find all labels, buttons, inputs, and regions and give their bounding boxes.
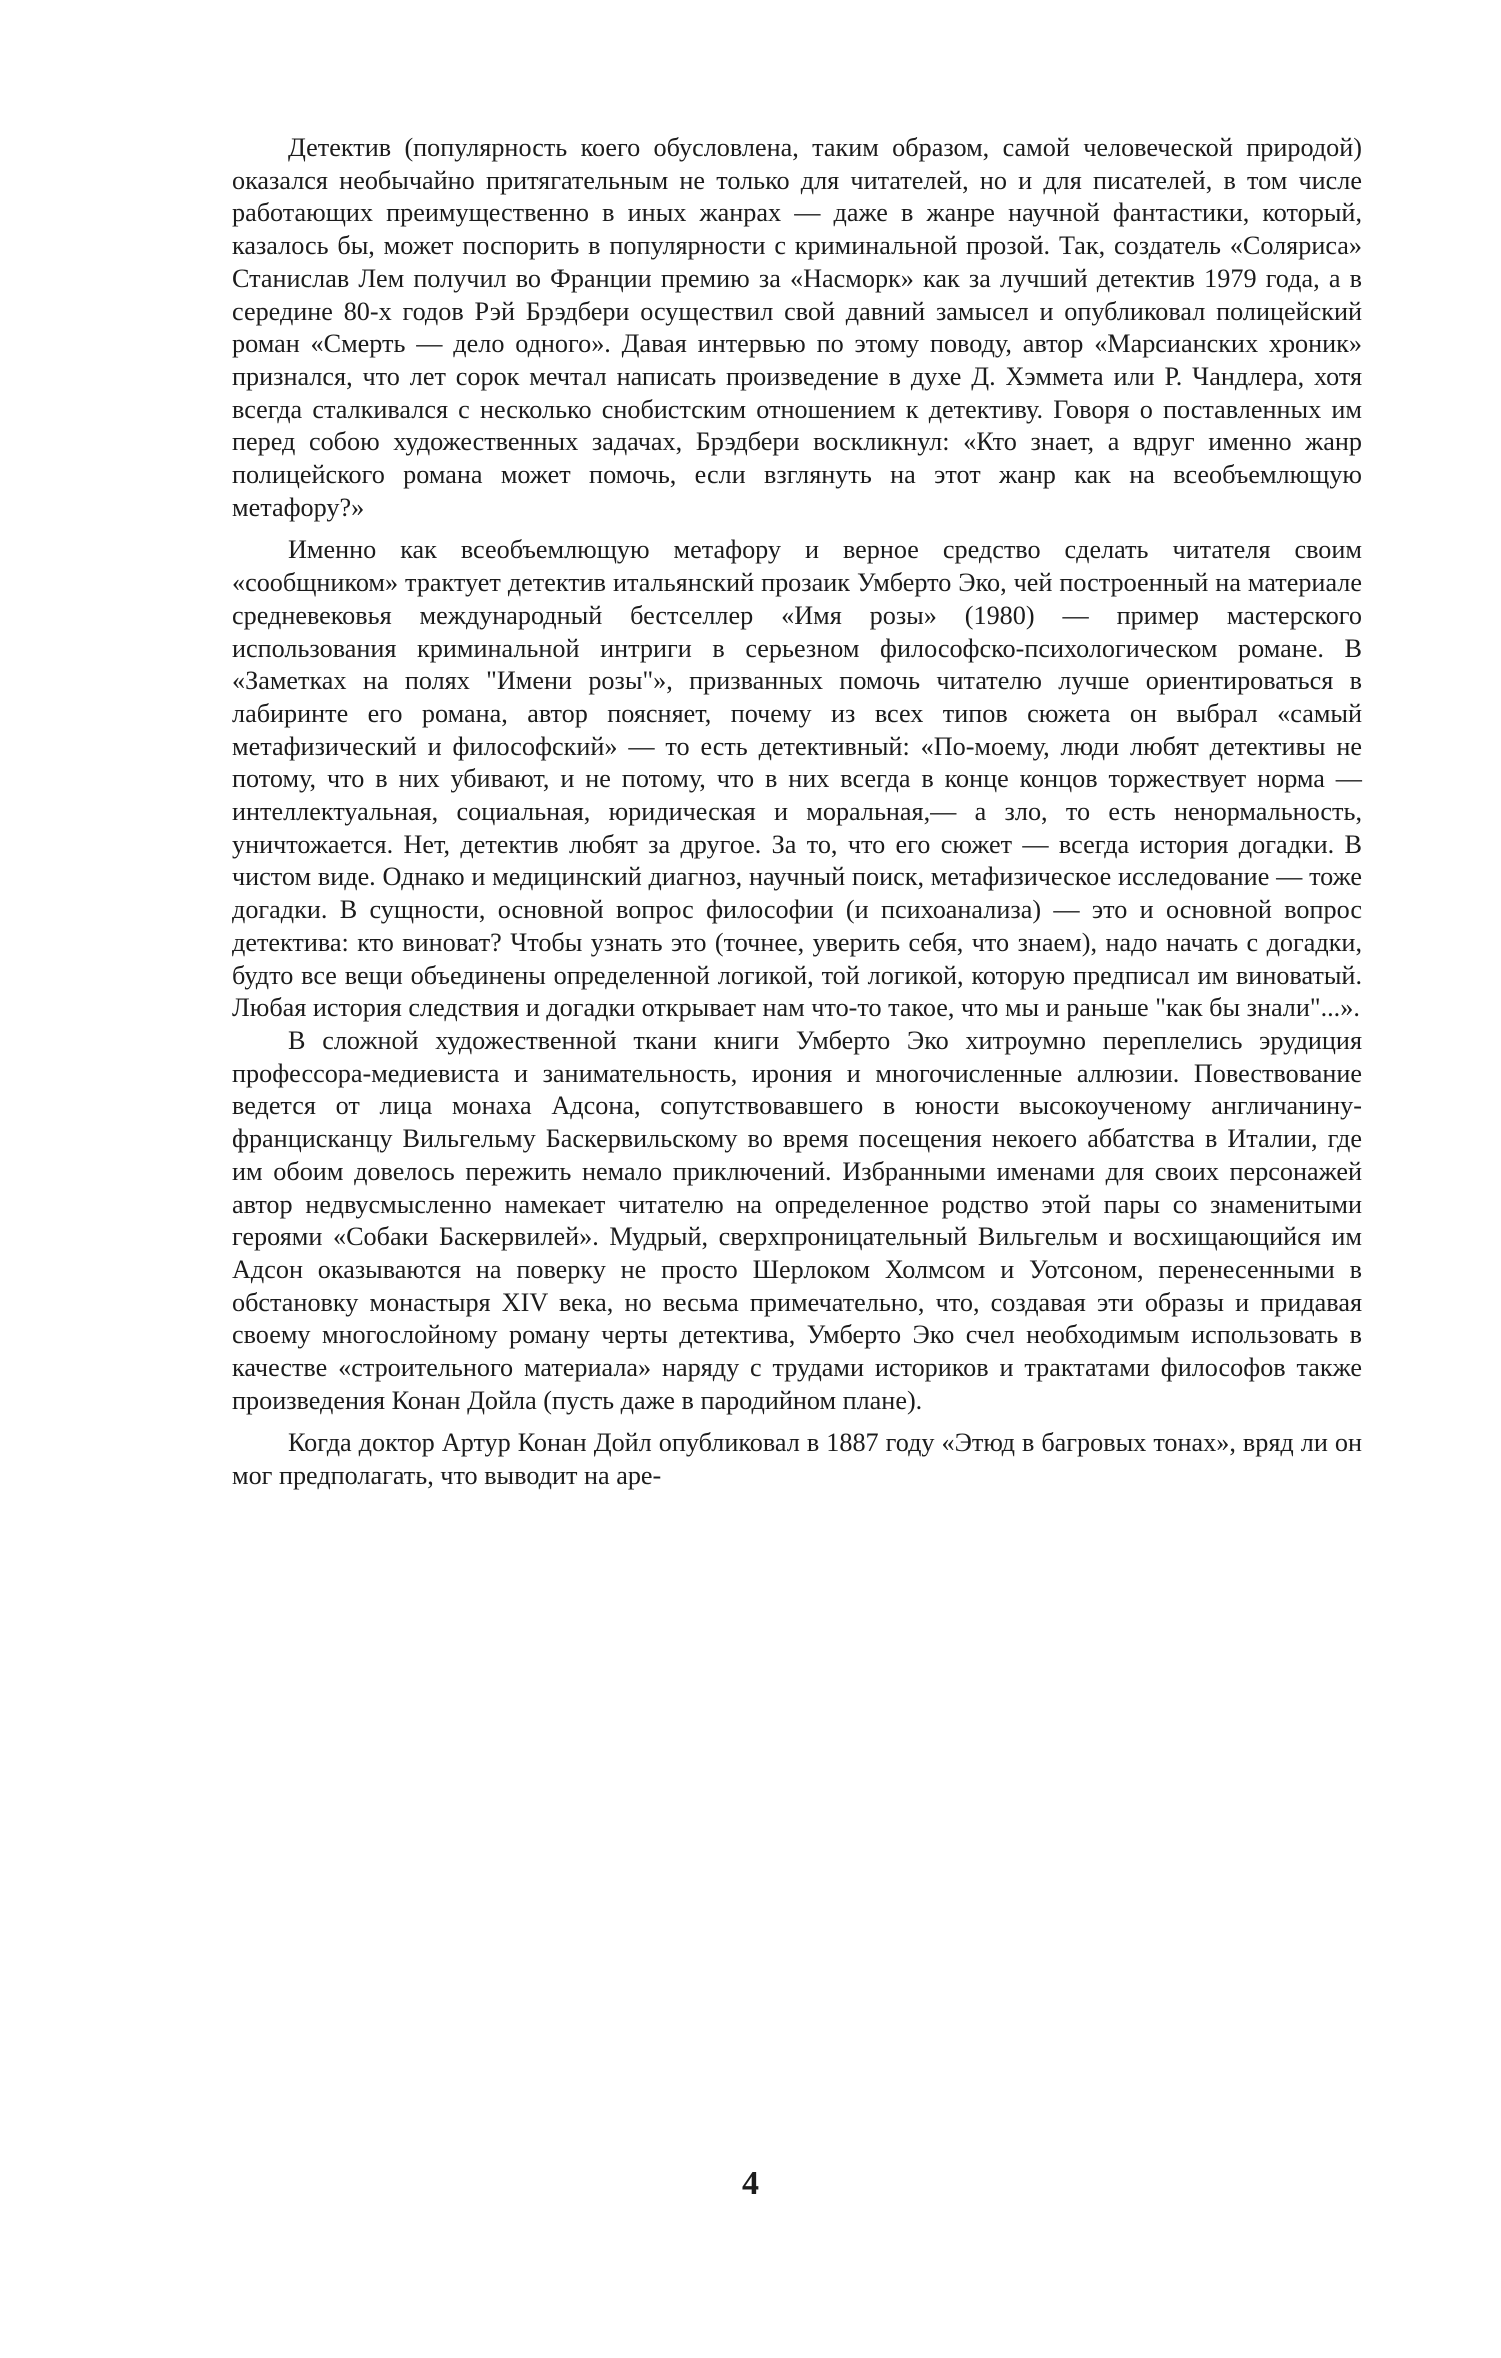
page-number: 4 (742, 2165, 759, 2202)
paragraph-3: В сложной художественной ткани книги Умберто Эко хитроумно переплелись эрудиция профессора-медиевиста и занимательность, ирония и многочисленные аллюзии. Повествование ведется от лица монаха Адсона, сопутствовавшего в юности высокоученому англичанину-францисканцу Вильгельму Баскервильскому во время посещения некоего аббатства в Италии, где им обоим довелось пережить немало приключений. Избранными именами для своих персонажей автор недвусмысленно намекает читателю на определенное родство этой пары со знаменитыми героями «Собаки Баскервилей». Мудрый, сверхпроницательный Вильгельм и восхищающийся им Адсон оказываются на поверку не просто Шерлоком Холмсом и Уотсоном, перенесенными в обстановку монастыря XIV века, но весьма примечательно, что, создавая эти образы и придавая своему многослойному роману черты детектива, Умберто Эко счел необходимым использовать в качестве «строительного материала» наряду с трудами историков и трактатами философов также произведения Конан Дойла (пусть даже в пародийном плане). (232, 1025, 1362, 1415)
body-text (232, 132, 1362, 1493)
paragraph-1: Детектив (популярность коего обусловлена, таким образом, самой человеческой природой) оказался необычайно притягательным не только для читателей, но и для писателей, в том числе работающих преимущественно в иных жанрах — даже в жанре научной фантастики, который, казалось бы, может поспорить в популярности с криминальной прозой. Так, создатель «Соляриса» Станислав Лем получил во Франции премию за «Насморк» как за лучший детектив 1979 года, а в середине 80-х годов Рэй Брэдбери осуществил свой давний замысел и опубликовал полицейский роман «Смерть — дело одного». Давая интервью по этому поводу, автор «Марсианских хроник» признался, что лет сорок мечтал написать произведение в духе Д. Хэммета или Р. Чандлера, хотя всегда сталкивался с несколько снобистским отношением к детективу. Говоря о поставленных им перед собою художественных задачах, Брэдбери воскликнул: «Кто знает, а вдруг именно жанр полицейского романа может помочь, если взглянуть на этот жанр как на всеобъемлющую метафору?» (232, 133, 1362, 522)
paragraph-2: Именно как всеобъемлющую метафору и верное средство сделать читателя своим «сообщником» трактует детектив итальянский прозаик Умберто Эко, чей построенный на материале средневековья международный бестселлер «Имя розы» (1980) — пример мастерского использования криминальной интриги в серьезном философско-психологическом романе. В «Заметках на полях "Имени розы"», призванных помочь читателю лучше ориентироваться в лабиринте его романа, автор поясняет, почему из всех типов сюжета он выбрал «самый метафизический и философский» — то есть детективный: «По-моему, люди любят детективы не потому, что в них убивают, и не потому, что в них всегда в конце концов торжествует норма — интеллектуальная, социальная, юридическая и моральная,— а зло, то есть ненормальность, уничтожается. Нет, детектив любят за другое. За то, что его сюжет — всегда история догадки. В чистом виде. Однако и медицинский диагноз, научный поиск, метафизическое исследование — тоже догадки. В сущности, основной вопрос философии (и психоанализа) — это и основной вопрос детектива: кто виноват? Чтобы узнать это (точнее, уверить себя, что знаем), надо начать с догадки, будто все вещи объединены определенной логикой, той логикой, которую предписал им виноватый. Любая история следствия и догадки открывает нам что-то такое, что мы и раньше "как бы знали"...». (232, 535, 1362, 1023)
paragraph-4: Когда доктор Артур Конан Дойл опубликовал в 1887 году «Этюд в багровых тонах», вряд ли он мог предполагать, что выводит на аре- (232, 1428, 1362, 1491)
